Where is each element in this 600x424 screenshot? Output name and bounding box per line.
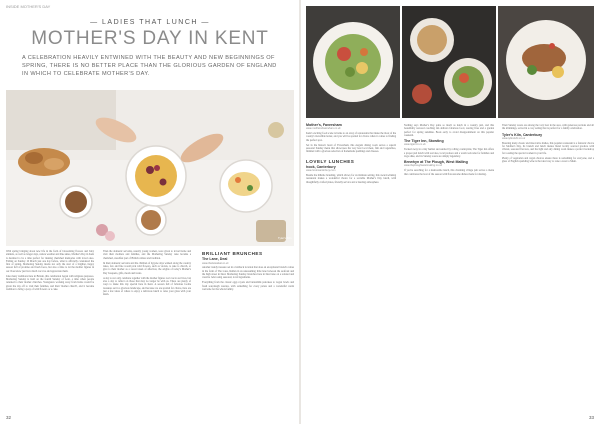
section-heading: LOVELY LUNCHES [306, 158, 355, 164]
section-heading: BRILLIANT BRUNCHES [202, 251, 263, 256]
page-number-right: 33 [588, 415, 594, 420]
venue-name: Mother's, Faversham [306, 123, 342, 127]
paragraph: Tucked away in a tiny hamlet surrounded by rolling countryside, The Tiger Inn offers a proper pub lunch with real ales, local produce and a warm welcome for families and dogs alike, and its Sunday roasts are simply legendary. [404, 148, 494, 158]
food-photo-bowls [402, 6, 496, 118]
paragraph: Plenty of vegetarian and vegan choices ensure there is something for everyone, and a glass of English sparkling wine is the ideal way to raise a toast to Mum. [502, 156, 594, 163]
venue-name: Tyler's Kiln, Canterbury [502, 132, 543, 137]
venue-name: hook, Canterbury [306, 164, 336, 169]
paragraph: Their Sunday roasts are among the very best in the area, with generous portions and all the trimmings, served in a cosy setting that is perfect for a family celebration. [502, 124, 594, 131]
main-course-illustration [498, 6, 594, 118]
paragraph: If you're searching for a memorable lunch, this charming village pub serves a menu that celebrates the best of the season with flavoursome dishes made for sharing. [404, 169, 494, 176]
paragraph: In their domestic servants and the children of bygone days walked along the country lanes, few and fine would pick wild flowers, such as violets, to take to church, or give to their mother as a sweet token of affection, the origins of today's Mother's Day bouquets, gifts, meals and treats. [103, 261, 191, 275]
paragraph: Another trendy treasure set in a laidback location that does an exceptional brunch comes in the form of The Lane, hidden in an unassuming little lane between the seafront and the high street in Deal. Mothering Sunday brunches here in Deal take on a relaxed and creative twist using seasonal, local ingredients. [202, 266, 294, 280]
bowls-illustration [402, 6, 496, 118]
salad-plate-illustration [306, 6, 400, 118]
venue-name: Brewhyn at The Plough, West Malling [404, 160, 468, 165]
paragraph: Set in the historic heart of Faversham, this elegant dining room serves a superb seasonal Sunday menu that showcases the very best local meat, fish and vegetables, finished with a glorious selection of homemade puddings and cheeses. [306, 143, 396, 154]
left-column-2 [103, 250, 191, 298]
photo-credit: Tyler's Kiln [278, 236, 292, 240]
left-column-3 [202, 250, 294, 293]
venue-url[interactable]: www.tylerskiln.co.uk [502, 136, 526, 140]
venue-url[interactable]: www.tigerinn.co.uk [404, 143, 426, 147]
running-header: INSIDE MOTHER'S DAY [6, 4, 51, 9]
venue-url[interactable]: www.hookcanterbury.com [306, 169, 336, 173]
paragraph: Beside the hillside branding, which allows for an intimate setting, this award-winning restaurant makes a wonderful choice for a sociable Mother's Day lunch, with thoughtfully crafted plates, friendly service and a buzzing atmosphere. [306, 174, 396, 184]
paragraph: Like many traditions here in Britain, this celebration began with religious purposes. Mothering Sunday is held on the fourth Sunday of Lent, a time when people returned to their mother churches. Youngsters working away from home would be given the day off to visit their families, and their 'mother church', and it became tradition to bring a posy of wild flowers or a cake. [6, 274, 94, 292]
venue-url[interactable]: www.theploughwestmalling.co.uk [404, 164, 443, 168]
right-column-3 [502, 124, 594, 165]
paragraph: A day to not only celebrate together with the mother figures we love in our lives, but also a day to reflect on those that may no longer be with us. There are plenty of ways to make this day special here in Kent. A season full of fabulous foodie treasures set in a glorious landscape, and because we are spoiled for choice, here are just a few ideas of where to enjoy a delicious lunch to raise your glass with your mum. [103, 276, 191, 297]
right-column-1 [306, 124, 396, 186]
paragraph: Then the domestic servants, usually young women, were given to travel home and visit their mothers and families, and the Mothering Sunday cake became a cherished, steadfast part of British culture and tradition. [103, 250, 191, 260]
paragraph: Kent's exciting food scene is home to an array of restaurants that make the most of the county's incredible larder, and you will be spoiled for choice when it comes to finding the perfect spot. [306, 132, 396, 142]
food-photo-salad [306, 6, 400, 118]
page-title: MOTHER'S DAY IN KENT [31, 28, 269, 49]
venue-name: The Lane, Deal [202, 257, 228, 262]
venue-url[interactable]: www.mothersfaversham.co.uk [306, 127, 341, 131]
venue-url[interactable]: www.thelanedeal.co.uk [202, 261, 229, 265]
venue-name: The Tiger Inn, Stowting [404, 139, 444, 144]
paragraph: With spring bringing about new life in the form of blossoming flowers and baby animals, as well as longer days, nature weather and blue skies, Mother's Day in Kent is destined to be a time perfect for making cherished memories with loved ones. Falling on Sunday 10 March just one day before, what is officially considered the first of spring, Mothering Sunday marks not only the start of a brighter, happy season full of promise and fresh faces, but also a time to let the mother figures in our lives know just how much we love and appreciate them. [6, 250, 94, 273]
kicker: — LADIES THAT LUNCH — [90, 19, 210, 26]
paragraph: Boasting many classic and innovative dishes, this popular restaurant is a fantastic choice for Mother's Day. Its brunch and lunch menus blend locally sourced produce with vibrant, seasonal flavours, and the light and airy dining room makes a perfect backdrop for toasting the special women in your life. [502, 141, 594, 155]
paragraph: Nothing says Mother's Day quite so much as lunch in a country pub, and this beautifully restored coaching inn delivers fabulous food, roaring fires and a garden perfect for spring sunshine. Book early to avoid disappointment on this popular weekend. [404, 124, 494, 137]
right-page [300, 0, 600, 424]
right-column-2 [404, 124, 494, 178]
standfirst: A CELEBRATION HEAVILY ENTWINED WITH THE BEAUTY AND NEW BEGINNINGS OF SPRING, THERE IS NO BETTER PLACE THAN THE GLORIOUS GARDEN OF ENGLAND IN WHICH TO CELEBRATE MOTHER'S DAY. [22, 55, 277, 77]
food-photo-main [498, 6, 594, 118]
left-column-1 [6, 250, 94, 293]
mothers-day-brunch-photo [6, 90, 294, 246]
paragraph: Everything from the classic eggs royale and buttermilk pancakes to vegan bowls and fresh sourdough toasties, with something for every palate and a wonderful warm welcome for the whole family. [202, 281, 294, 291]
page-number-left: 32 [6, 415, 12, 420]
brunch-table-illustration [6, 90, 294, 246]
